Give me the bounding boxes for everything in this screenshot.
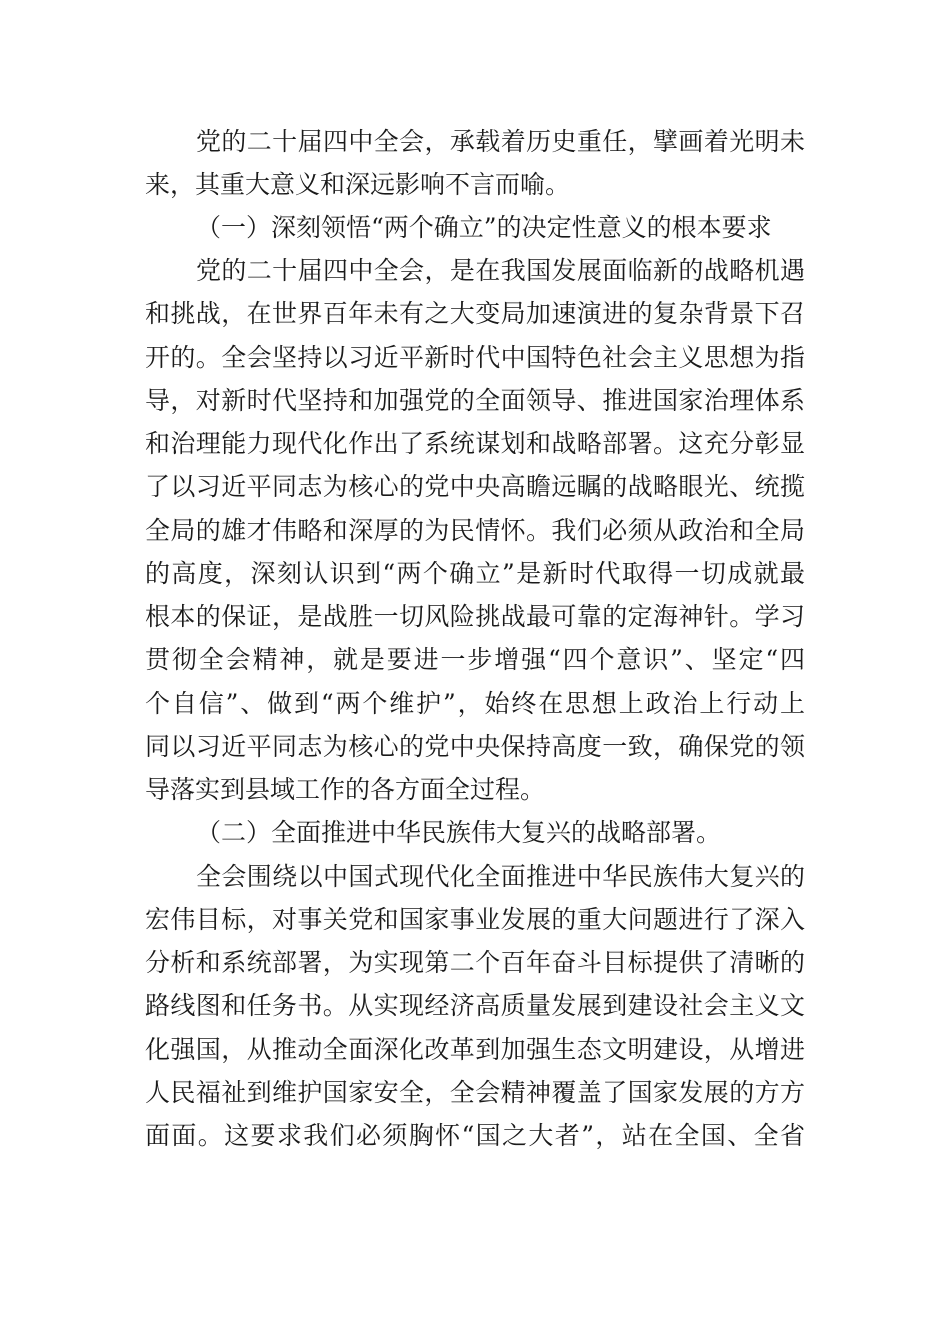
paragraph-line: 面面。这要求我们必须胸怀“国之大者”，站在全国、全省	[145, 1121, 805, 1150]
paragraph-line: 化强国，从推动全面深化改革到加强生态文明建设，从增进	[145, 1035, 805, 1064]
paragraph-line: 开的。全会坚持以习近平新时代中国特色社会主义思想为指	[145, 343, 805, 372]
paragraph-line: 导落实到县域工作的各方面全过程。	[145, 775, 546, 804]
paragraph-line: 宏伟目标，对事关党和国家事业发展的重大问题进行了深入	[145, 905, 805, 934]
section-heading-2: （二）全面推进中华民族伟大复兴的战略部署。	[196, 818, 722, 847]
section-heading-1: （一）深刻领悟“两个确立”的决定性意义的根本要求	[196, 213, 772, 242]
paragraph-line: 了以习近平同志为核心的党中央高瞻远瞩的战略眼光、统揽	[145, 472, 805, 501]
paragraph-line: 党的二十届四中全会，是在我国发展面临新的战略机遇	[196, 256, 805, 285]
paragraph-line: 的高度，深刻认识到“两个确立”是新时代取得一切成就最	[145, 559, 805, 588]
paragraph-line: 来，其重大意义和深远影响不言而喻。	[145, 170, 571, 199]
paragraph-line: 分析和系统部署，为实现第二个百年奋斗目标提供了清晰的	[145, 948, 805, 977]
paragraph-line: 党的二十届四中全会，承载着历史重任，擘画着光明未	[196, 127, 805, 156]
paragraph-line: 同以习近平同志为核心的党中央保持高度一致，确保党的领	[145, 732, 805, 761]
paragraph-line: 贯彻全会精神，就是要进一步增强“四个意识”、坚定“四	[145, 645, 805, 674]
paragraph-line: 全会围绕以中国式现代化全面推进中华民族伟大复兴的	[196, 862, 805, 891]
paragraph-line: 全局的雄才伟略和深厚的为民情怀。我们必须从政治和全局	[145, 516, 805, 545]
paragraph-line: 路线图和任务书。从实现经济高质量发展到建设社会主义文	[145, 991, 805, 1020]
paragraph-line: 根本的保证，是战胜一切风险挑战最可靠的定海神针。学习	[145, 602, 805, 631]
paragraph-line: 和治理能力现代化作出了系统谋划和战略部署。这充分彰显	[145, 429, 805, 458]
paragraph-line: 人民福祉到维护国家安全，全会精神覆盖了国家发展的方方	[145, 1078, 805, 1107]
paragraph-line: 和挑战，在世界百年未有之大变局加速演进的复杂背景下召	[145, 299, 805, 328]
paragraph-line: 个自信”、做到“两个维护”，始终在思想上政治上行动上	[145, 689, 805, 718]
paragraph-line: 导，对新时代坚持和加强党的全面领导、推进国家治理体系	[145, 386, 805, 415]
